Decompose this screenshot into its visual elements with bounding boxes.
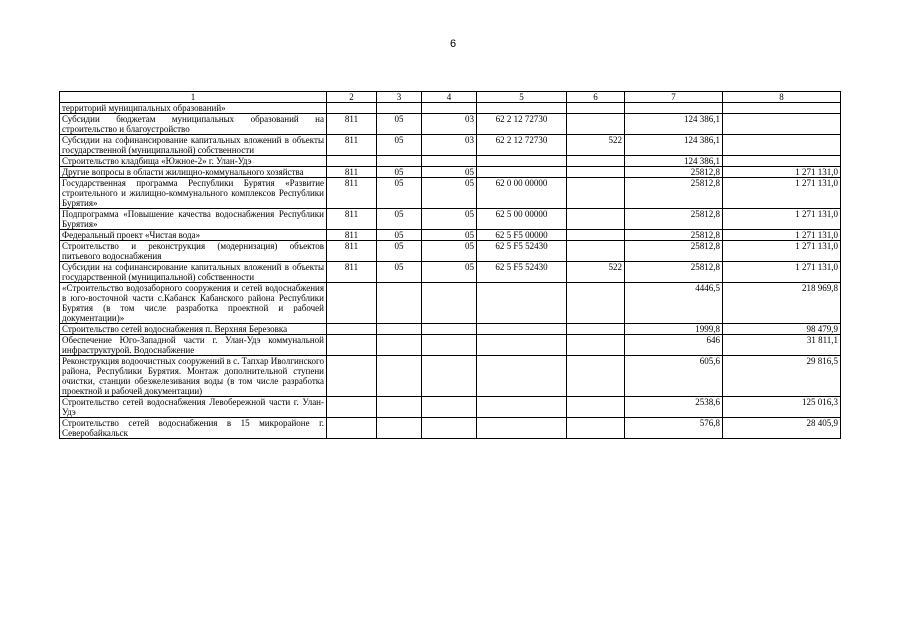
expense-type-cell	[567, 209, 625, 230]
subsection-cell: 03	[422, 114, 477, 135]
amount-cell: 25812,8	[625, 167, 723, 178]
row-name-cell: Другие вопросы в области жилищно-коммунального хозяйства	[60, 167, 327, 178]
header-cell: 3	[377, 92, 422, 103]
expense-type-cell	[567, 356, 625, 397]
amount-cell: 646	[625, 335, 723, 356]
amount-cell: 25812,8	[625, 178, 723, 209]
page-number: 6	[449, 38, 457, 50]
row-name-cell: территорий муниципальных образований»	[60, 103, 327, 114]
row-name-cell: Субсидии на софинансирование капитальных вложений в объекты государственной (муниципальной) собственности	[60, 135, 327, 156]
amount-cell: 124 386,1	[625, 114, 723, 135]
row-name-cell: Строительство сетей водоснабжения п. Верхняя Березовка	[60, 324, 327, 335]
section-cell: 05	[377, 135, 422, 156]
row-name-cell: Субсидии бюджетам муниципальных образований на строительство и благоустройство	[60, 114, 327, 135]
amount-cell: 25812,8	[625, 262, 723, 283]
table-header-row	[60, 92, 841, 103]
amount-cell: 25812,8	[625, 209, 723, 230]
ministry-code-cell: 811	[327, 114, 377, 135]
table-row	[60, 135, 841, 156]
section-cell	[377, 156, 422, 167]
target-item-cell	[477, 335, 567, 356]
expense-type-cell	[567, 283, 625, 324]
amount-cell: 124 386,1	[625, 135, 723, 156]
ministry-code-cell	[327, 156, 377, 167]
row-name-cell: Федеральный проект «Чистая вода»	[60, 230, 327, 241]
section-cell	[377, 397, 422, 418]
table-row	[60, 262, 841, 283]
expense-type-cell: 522	[567, 262, 625, 283]
expense-type-cell	[567, 167, 625, 178]
expense-type-cell	[567, 230, 625, 241]
table-row	[60, 103, 841, 114]
amount-cell: 29 816,5	[723, 356, 841, 397]
ministry-code-cell	[327, 335, 377, 356]
section-cell	[377, 335, 422, 356]
row-name-cell: Подпрограмма «Повышение качества водоснабжения Республики Бурятия»	[60, 209, 327, 230]
table-row	[60, 209, 841, 230]
expense-type-cell	[567, 418, 625, 439]
section-cell	[377, 283, 422, 324]
subsection-cell	[422, 283, 477, 324]
ministry-code-cell	[327, 418, 377, 439]
target-item-cell: 62 5 00 00000	[477, 209, 567, 230]
section-cell: 05	[377, 241, 422, 262]
row-name-cell: Государственная программа Республики Бурятия «Развитие строительного и жилищно-коммунального комплексов Республики Бурятия»	[60, 178, 327, 209]
ministry-code-cell: 811	[327, 262, 377, 283]
ministry-code-cell: 811	[327, 209, 377, 230]
section-cell	[377, 324, 422, 335]
table-row	[60, 397, 841, 418]
subsection-cell: 05	[422, 241, 477, 262]
row-name-cell: Реконструкция водоочистных сооружений в с. Тапхар Иволгинского района, Республики Бурятия. Монтаж дополнительной ступени очистки, станции обезжелезивания воды (в том числе разработка проектной и рабочей документации)	[60, 356, 327, 397]
amount-cell: 1 271 131,0	[723, 178, 841, 209]
subsection-cell	[422, 418, 477, 439]
target-item-cell: 62 2 12 72730	[477, 114, 567, 135]
amount-cell: 31 811,1	[723, 335, 841, 356]
target-item-cell: 62 5 F5 00000	[477, 230, 567, 241]
section-cell: 05	[377, 230, 422, 241]
header-cell: 1	[60, 92, 327, 103]
expense-type-cell	[567, 241, 625, 262]
expense-type-cell: 522	[567, 135, 625, 156]
ministry-code-cell	[327, 356, 377, 397]
amount-cell: 28 405,9	[723, 418, 841, 439]
amount-cell: 1999,8	[625, 324, 723, 335]
amount-cell: 1 271 131,0	[723, 230, 841, 241]
section-cell: 05	[377, 262, 422, 283]
target-item-cell: 62 2 12 72730	[477, 135, 567, 156]
target-item-cell	[477, 418, 567, 439]
amount-cell: 98 479,9	[723, 324, 841, 335]
subsection-cell: 05	[422, 230, 477, 241]
subsection-cell: 05	[422, 262, 477, 283]
amount-cell: 25812,8	[625, 230, 723, 241]
table-row	[60, 418, 841, 439]
target-item-cell	[477, 397, 567, 418]
target-item-cell: 62 5 F5 52430	[477, 241, 567, 262]
expense-type-cell	[567, 324, 625, 335]
table-row	[60, 178, 841, 209]
header-cell: 5	[477, 92, 567, 103]
amount-cell	[723, 114, 841, 135]
amount-cell: 125 016,3	[723, 397, 841, 418]
table-row	[60, 167, 841, 178]
amount-cell: 605,6	[625, 356, 723, 397]
table-row	[60, 114, 841, 135]
ministry-code-cell: 811	[327, 241, 377, 262]
section-cell	[377, 356, 422, 397]
header-cell: 7	[625, 92, 723, 103]
ministry-code-cell: 811	[327, 178, 377, 209]
subsection-cell: 05	[422, 167, 477, 178]
amount-cell	[723, 156, 841, 167]
target-item-cell: 62 5 F5 52430	[477, 262, 567, 283]
amount-cell	[625, 103, 723, 114]
header-cell: 8	[723, 92, 841, 103]
amount-cell: 1 271 131,0	[723, 209, 841, 230]
target-item-cell	[477, 356, 567, 397]
ministry-code-cell	[327, 283, 377, 324]
ministry-code-cell	[327, 324, 377, 335]
target-item-cell	[477, 283, 567, 324]
expense-type-cell	[567, 335, 625, 356]
amount-cell	[723, 135, 841, 156]
amount-cell: 1 271 131,0	[723, 241, 841, 262]
row-name-cell: Строительство и реконструкция (модернизация) объектов питьевого водоснабжения	[60, 241, 327, 262]
amount-cell: 4446,5	[625, 283, 723, 324]
subsection-cell: 05	[422, 209, 477, 230]
expense-type-cell	[567, 114, 625, 135]
subsection-cell: 03	[422, 135, 477, 156]
expense-type-cell	[567, 397, 625, 418]
ministry-code-cell: 811	[327, 230, 377, 241]
ministry-code-cell	[327, 397, 377, 418]
table-row	[60, 156, 841, 167]
subsection-cell	[422, 356, 477, 397]
row-name-cell: Строительство сетей водоснабжения Левобережной части г. Улан-Удэ	[60, 397, 327, 418]
ministry-code-cell: 811	[327, 135, 377, 156]
subsection-cell	[422, 156, 477, 167]
subsection-cell	[422, 397, 477, 418]
section-cell	[377, 103, 422, 114]
amount-cell: 218 969,8	[723, 283, 841, 324]
row-name-cell: Субсидии на софинансирование капитальных вложений в объекты государственной (муниципальной) собственности	[60, 262, 327, 283]
section-cell: 05	[377, 167, 422, 178]
target-item-cell	[477, 103, 567, 114]
header-cell: 6	[567, 92, 625, 103]
budget-table	[59, 91, 841, 439]
row-name-cell: Обеспечение Юго-Западной части г. Улан-Удэ коммунальной инфраструктурой. Водоснабжение	[60, 335, 327, 356]
amount-cell: 124 386,1	[625, 156, 723, 167]
target-item-cell	[477, 167, 567, 178]
expense-type-cell	[567, 103, 625, 114]
table-row	[60, 241, 841, 262]
header-cell: 2	[327, 92, 377, 103]
section-cell: 05	[377, 209, 422, 230]
amount-cell: 2538,6	[625, 397, 723, 418]
ministry-code-cell	[327, 103, 377, 114]
amount-cell: 25812,8	[625, 241, 723, 262]
expense-type-cell	[567, 178, 625, 209]
target-item-cell: 62 0 00 00000	[477, 178, 567, 209]
section-cell: 05	[377, 114, 422, 135]
amount-cell: 1 271 131,0	[723, 262, 841, 283]
amount-cell: 576,8	[625, 418, 723, 439]
header-cell: 4	[422, 92, 477, 103]
row-name-cell: Строительство кладбища «Южное-2» г. Улан-Удэ	[60, 156, 327, 167]
table-row	[60, 324, 841, 335]
table-row	[60, 356, 841, 397]
ministry-code-cell: 811	[327, 167, 377, 178]
table-row	[60, 335, 841, 356]
subsection-cell	[422, 324, 477, 335]
table-row	[60, 283, 841, 324]
expense-type-cell	[567, 156, 625, 167]
section-cell	[377, 418, 422, 439]
target-item-cell	[477, 324, 567, 335]
row-name-cell: «Строительство водозаборного сооружения и сетей водоснабжения в юго-восточной части с.Кабанск Кабанского района Республики Бурятия (в том числе разработка проектной и рабочей документации)»	[60, 283, 327, 324]
subsection-cell: 05	[422, 178, 477, 209]
target-item-cell	[477, 156, 567, 167]
table-row	[60, 230, 841, 241]
subsection-cell	[422, 335, 477, 356]
subsection-cell	[422, 103, 477, 114]
amount-cell: 1 271 131,0	[723, 167, 841, 178]
row-name-cell: Строительство сетей водоснабжения в 15 микрорайоне г. Северобайкальск	[60, 418, 327, 439]
amount-cell	[723, 103, 841, 114]
section-cell: 05	[377, 178, 422, 209]
